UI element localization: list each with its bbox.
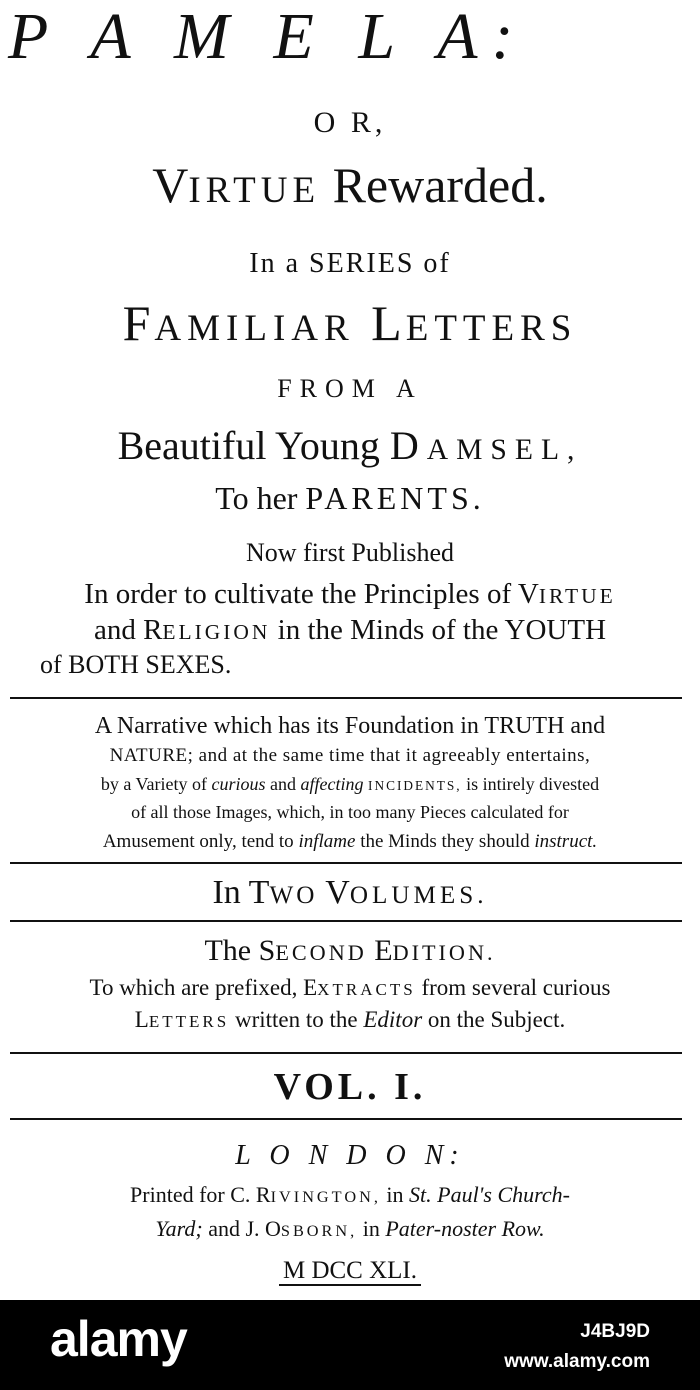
volumes-lead: In xyxy=(212,874,241,911)
subtitle-caps: IRTUE xyxy=(188,170,321,211)
narrative-3-affecting: affecting xyxy=(300,774,364,794)
parents-caps: PARENTS. xyxy=(305,480,485,516)
from-a: FROM A xyxy=(277,374,423,403)
letters-line-caps: ETTERS xyxy=(148,1012,230,1031)
extracts-line xyxy=(0,976,700,999)
volumes-line xyxy=(0,876,700,910)
familiar-letters xyxy=(0,295,700,351)
printer-yard: Yard; xyxy=(155,1216,203,1241)
rule-3 xyxy=(10,920,682,922)
letters-editor: Editor xyxy=(363,1007,423,1032)
edition-s-initial: S xyxy=(258,934,276,967)
extracts-rest: from several curious xyxy=(421,975,611,1000)
narrative-3-curious: curious xyxy=(211,774,266,794)
rule-1 xyxy=(10,697,682,699)
purpose-line-1 xyxy=(0,580,700,609)
printer-in-2: in xyxy=(362,1216,380,1241)
edition-line xyxy=(0,936,700,966)
narrative-line-1: A Narrative which has its Foundation in TRUTH and xyxy=(94,713,606,739)
narrative-3-and: and xyxy=(270,774,297,794)
printer-o-initial: O xyxy=(265,1216,281,1241)
purpose-1-caps: IRTUE xyxy=(538,584,616,608)
narrative-3-rest: is intirely divested xyxy=(466,774,600,794)
narrative-5-mid: the Minds they should xyxy=(360,831,530,852)
subtitle-initial: V xyxy=(152,157,189,213)
purpose-1-text: In order to cultivate the Principles of xyxy=(84,578,512,610)
purpose-line-3: of BOTH SEXES. xyxy=(40,650,232,679)
narrative-3-lead: by a Variety of xyxy=(100,774,208,794)
narrative-line-4: of all those Images, which, in too many Pieces calculated for xyxy=(131,802,569,822)
narrative-line-3 xyxy=(0,775,700,793)
published-line: Now first Published xyxy=(246,538,454,567)
date-line xyxy=(0,1258,700,1283)
volumes-two-caps: WO xyxy=(269,882,318,909)
damsel-line xyxy=(0,423,700,468)
parents-line xyxy=(0,482,700,514)
image-id: J4BJ9D xyxy=(580,1321,650,1342)
rule-2 xyxy=(10,862,682,864)
edition-lead: The xyxy=(204,934,252,967)
rule-5 xyxy=(10,1118,682,1120)
printer-line-2 xyxy=(0,1218,700,1240)
site-url: www.alamy.com xyxy=(504,1351,650,1372)
or-line: O R, xyxy=(313,106,387,139)
printer-line-1 xyxy=(0,1184,700,1206)
book-title: P A M E L A: xyxy=(8,0,528,73)
parents-lead: To her xyxy=(215,480,298,516)
purpose-2-lead: and xyxy=(93,614,136,646)
rule-4 xyxy=(10,1052,682,1054)
printer-and: and J. xyxy=(208,1216,260,1241)
damsel-caps: AMSEL, xyxy=(426,434,583,466)
letters-l-initial: L xyxy=(134,1007,149,1032)
printer-r-initial: R xyxy=(255,1182,271,1207)
edition-second-caps: ECOND xyxy=(275,940,367,965)
narrative-5-inflame: inflame xyxy=(298,831,356,852)
narrative-line-5 xyxy=(0,832,700,851)
volume-number: VOL. I. xyxy=(273,1066,427,1108)
printer-in: in xyxy=(386,1182,404,1207)
narrative-3-incidents: INCIDENTS, xyxy=(368,778,462,793)
printer-place: St. Paul's Church- xyxy=(409,1182,570,1207)
subtitle-rest: Rewarded. xyxy=(332,157,548,213)
date: M DCC XLI. xyxy=(279,1257,421,1286)
volumes-v-initial: V xyxy=(325,874,350,911)
letters-mid: written to the xyxy=(234,1007,358,1032)
familiar-initial: F xyxy=(122,295,155,351)
damsel-initial: D xyxy=(389,423,427,468)
printer-osborn: SBORN, xyxy=(280,1221,358,1240)
narrative-5-instruct: instruct. xyxy=(534,831,598,852)
volumes-t-initial: T xyxy=(248,874,270,911)
edition-caps: DITION. xyxy=(392,940,496,965)
narrative-line-2: NATURE; and at the same time that it agreeably entertains, xyxy=(109,745,591,766)
letters-caps: ETTERS xyxy=(405,308,578,349)
letters-line xyxy=(0,1008,700,1031)
alamy-logo: alamy xyxy=(50,1311,187,1367)
printer-rivington: IVINGTON, xyxy=(270,1187,381,1206)
watermark-bar xyxy=(0,1300,700,1390)
damsel-lead: Beautiful Young xyxy=(117,423,380,468)
familiar-caps: AMILIAR xyxy=(154,308,355,349)
edition-e-initial: E xyxy=(374,934,393,967)
extracts-e-initial: E xyxy=(303,975,318,1000)
printer-row: Pater-noster Row. xyxy=(385,1216,545,1241)
letters-initial: L xyxy=(371,295,406,351)
volumes-caps: OLUMES. xyxy=(349,882,488,909)
letters-rest: on the Subject. xyxy=(427,1007,566,1032)
narrative-5-lead: Amusement only, tend to xyxy=(102,831,294,852)
purpose-2-initial: R xyxy=(143,614,163,646)
london: L O N D O N: xyxy=(235,1140,465,1171)
purpose-2-rest: in the Minds of the YOUTH xyxy=(277,614,607,646)
printer-lead: Printed for C. xyxy=(130,1182,251,1207)
purpose-1-initial: V xyxy=(517,578,539,610)
series-line: In a SERIES of xyxy=(249,248,451,279)
extracts-caps: XTRACTS xyxy=(317,980,416,999)
purpose-line-2 xyxy=(0,616,700,645)
subtitle xyxy=(0,157,700,213)
extracts-lead: To which are prefixed, xyxy=(89,975,298,1000)
purpose-2-caps: ELIGION xyxy=(162,620,271,644)
